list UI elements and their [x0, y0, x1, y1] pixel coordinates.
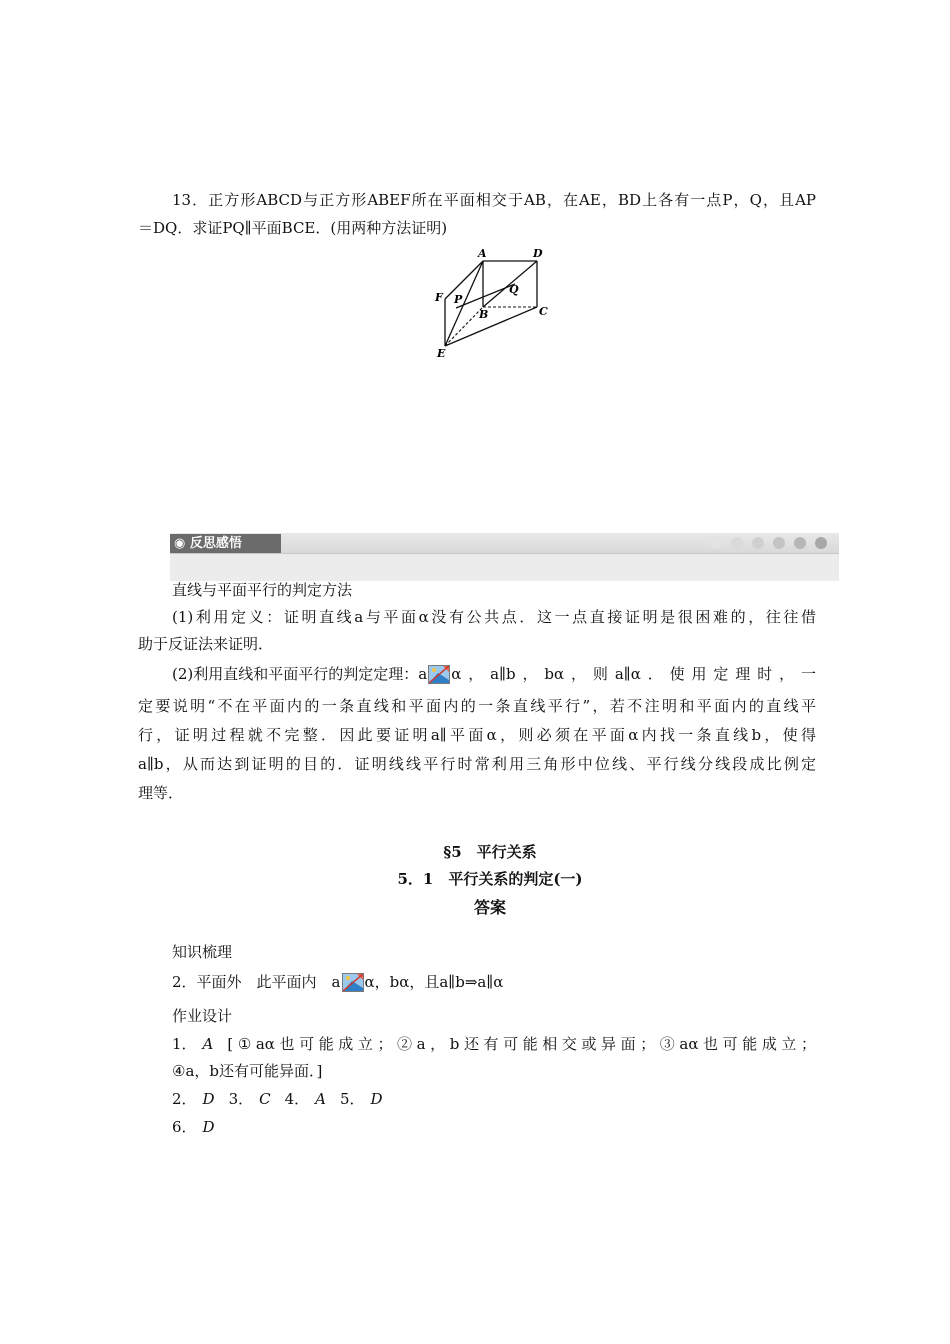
knowledge-text-start: 2．平面外 此平面内 a — [172, 973, 341, 991]
reflection-p2-line1 — [172, 664, 816, 684]
label-F: F — [435, 291, 443, 304]
answer-2-number: 2． — [172, 1090, 197, 1108]
knowledge-text-end: α，bα，且a∥b⇒a∥α — [364, 973, 504, 991]
answer-6-choice: D — [202, 1118, 215, 1136]
answer-3-number: 3． — [228, 1090, 254, 1108]
answer-6-number: 6． — [172, 1118, 197, 1136]
answer-1-line2: ④a，b还有可能异面．] — [172, 1062, 323, 1080]
label-P: P — [454, 293, 463, 306]
knowledge-line — [172, 972, 503, 992]
problem-13-line-2: ＝DQ．求证PQ∥平面BCE．(用两种方法证明) — [138, 219, 448, 237]
broken-image-icon — [428, 665, 450, 684]
reflection-p2-line3: 行，证明过程就不完整．因此要证明a∥平面α，则必须在平面α内找一条直线b，使得 — [138, 726, 816, 744]
answers-row-2-5 — [172, 1089, 397, 1109]
knowledge-title: 知识梳理 — [172, 943, 233, 961]
answer-1-choice: A — [202, 1035, 214, 1053]
label-B: B — [479, 308, 489, 321]
dot-icon — [794, 537, 806, 549]
answer-1-line1 — [172, 1034, 816, 1054]
reflection-header: ◉ 反思感悟 — [170, 534, 281, 553]
reflection-p2-line2: 定要说明“不在平面内的一条直线和平面内的一条直线平行”，若不注明和平面内的直线平 — [138, 697, 816, 715]
dot-icon — [815, 537, 827, 549]
reflection-banner-strip — [170, 533, 839, 554]
reflection-p2-line5: 理等． — [138, 784, 184, 802]
label-Q: Q — [509, 283, 519, 296]
answer-2-choice: D — [202, 1090, 215, 1108]
answer-6 — [172, 1117, 215, 1137]
broken-image-icon — [342, 973, 364, 992]
answer-4-number: 4． — [284, 1090, 310, 1108]
answer-5-choice: D — [370, 1090, 383, 1108]
dot-icon — [710, 537, 722, 549]
dot-icon — [731, 537, 743, 549]
dot-icon — [773, 537, 785, 549]
theorem-text-end: α，a∥b，bα，则a∥α．使用定理时，一 — [451, 665, 816, 683]
problem-13-line-1: 13．正方形ABCD与正方形ABEF所在平面相交于AB，在AE，BD上各有一点P，Q，且AP — [172, 191, 816, 209]
answers-heading: 答案 — [473, 898, 506, 917]
label-A: A — [478, 247, 487, 260]
label-D: D — [533, 247, 543, 260]
label-E: E — [437, 347, 446, 360]
answer-3-choice: C — [259, 1090, 271, 1108]
reflection-p2-line4: a∥b，从而达到证明的目的．证明线线平行时常利用三角形中位线、平行线分线段成比例定 — [138, 755, 816, 773]
reflection-p1-line1: (1)利用定义：证明直线a与平面α没有公共点．这一点直接证明是很困难的，往往借 — [172, 608, 816, 626]
banner-dots — [710, 537, 827, 549]
reflection-banner — [170, 533, 839, 581]
label-C: C — [539, 305, 548, 318]
subsection-title: 5．1 平行关系的判定(一) — [397, 870, 583, 888]
answer-1-explanation: [①aα也可能成立；②a，b还有可能相交或异面；③aα也可能成立； — [227, 1035, 816, 1053]
theorem-text-start: (2)利用直线和平面平行的判定定理：a — [172, 665, 428, 683]
answer-1-number: 1． — [172, 1035, 197, 1053]
homework-title: 作业设计 — [172, 1007, 233, 1025]
answer-5-number: 5． — [340, 1090, 365, 1108]
section-title: §5 平行关系 — [443, 843, 537, 861]
reflection-title: 直线与平面平行的判定方法 — [172, 581, 353, 599]
prism-figure — [425, 245, 555, 360]
answer-4-choice: A — [315, 1090, 326, 1108]
reflection-p1-line2: 助于反证法来证明． — [138, 635, 274, 653]
dot-icon — [752, 537, 764, 549]
